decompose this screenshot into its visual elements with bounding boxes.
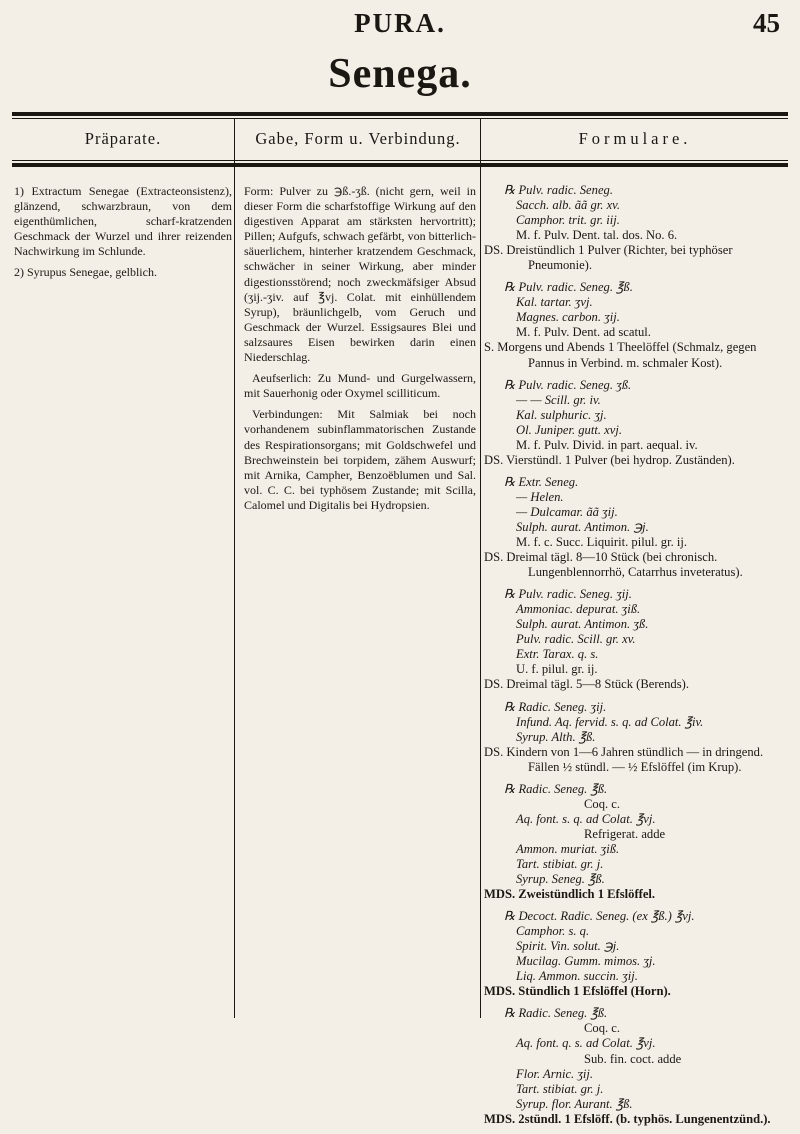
formula-line: Sacch. alb. ãã gr. xv. (516, 198, 620, 213)
column-divider-1 (234, 118, 235, 1018)
formula-line: Refrigerat. adde (584, 826, 666, 841)
formula-line: Camphor. trit. gr. iij. (516, 213, 620, 228)
formula-line: M. f. Pulv. Dent. ad scatul. (516, 325, 651, 340)
formula (484, 1006, 794, 1126)
formula-line: Syrup. Alth. ℥ß. (516, 729, 596, 744)
formula-line: Ammon. muriat. ʒiß. (516, 841, 620, 856)
formula-line: M. f. Pulv. Dent. tal. dos. No. 6. (516, 228, 678, 243)
formula-signature: DS. Dreimal tägl. 5—8 Stück (Berends). (484, 677, 689, 692)
formula-line: M. f. Pulv. Divid. in part. aequal. iv. (516, 437, 698, 452)
formula (484, 587, 794, 692)
formula-signature: MDS. Stündlich 1 Efslöffel (Horn). (484, 984, 671, 999)
combinations-paragraph: Verbindungen: Mit Salmiak bei noch vorhandenem subinflammatorischen Zustande des Respirationsorgans; mit Goldschwefel und Brechweinstein bei torpidem, zähem Auswurf; mit Arnika, Campher, Benzoëblumen und Sal. vol. C. C. bei typhösem Zustande; mit Scilla, Calomel und Digitalis bei Hydropsien. (244, 407, 476, 512)
formula-line: Ol. Juniper. gutt. xvj. (516, 422, 622, 437)
header-rule-bottom-thin (12, 160, 788, 161)
formula-line: Camphor. s. q. (516, 924, 590, 939)
dosage-form-paragraph: Form: Pulver zu ℈ß.-ʒß. (nicht gern, weil in dieser Form die scharfstoffige Wirkung auf den digestiven Apparat am stärksten hervortritt); Pillen; Aufgufs, schwach gefärbt, von bitterlich-säuerlichem, hinterher kratzendem Geschmack, schwächer in seiner Wirkung, aber minder digestionsstörend; noch zweckmäfsiger Absud (ʒij.-ʒiv. auf ℥vj. Colat. mit einhüllendem Syrup), bräunlichgelb, vom Geruch und Geschmack der Wurzel. Essigsaures Blei und salzsaures Eisen bewirken darin einen Niederschlag. (244, 184, 476, 365)
formula-line: Pulv. radic. Scill. gr. xv. (516, 632, 636, 647)
formula-line: Ammoniac. depurat. ʒiß. (516, 602, 641, 617)
formula-line: Tart. stibiat. gr. j. (516, 1081, 604, 1096)
running-head (0, 8, 800, 38)
formula (484, 700, 794, 775)
formula-line: Coq. c. (584, 1021, 621, 1036)
formula (484, 280, 794, 370)
header-rule-top-thin (12, 118, 788, 119)
formula-line: — — Scill. gr. iv. (516, 392, 601, 407)
formula-signature: DS. Dreistündlich 1 Pulver (Richter, bei typhöser Pneumonie). (484, 243, 733, 273)
formulas-column (484, 183, 794, 1134)
formula-line: Aq. font. q. s. ad Colat. ℥vj. (516, 1036, 656, 1051)
formula-line: Kal. tartar. ʒvj. (516, 295, 593, 310)
page-number: 45 (753, 8, 780, 38)
formula (484, 378, 794, 468)
formula (484, 475, 794, 580)
formula-line: ℞ Radic. Seneg. ʒij. (504, 699, 607, 714)
running-title: PURA. (354, 8, 446, 38)
article-title: Senega. (328, 51, 472, 97)
formula-line: Sulph. aurat. Antimon. ʒß. (516, 617, 649, 632)
formula-line: ℞ Extr. Seneg. (504, 474, 579, 489)
formula-signature: DS. Dreimal tägl. 8—10 Stück (bei chronisch. Lungenblennorrhö, Catarrhus inveteratus). (484, 550, 743, 580)
preparation-entry: 2) Syrupus Senegae, gelblich. (14, 265, 157, 279)
formula-line: Sulph. aurat. Antimon. ℈j. (516, 519, 649, 534)
formula-line: ℞ Radic. Seneg. ℥ß. (504, 781, 608, 796)
preparations-column (14, 184, 232, 286)
formula-line: Syrup. flor. Aurant. ℥ß. (516, 1096, 633, 1111)
formula-line: M. f. c. Succ. Liquirit. pilul. gr. ij. (516, 535, 688, 550)
dosage-column (244, 184, 476, 519)
header-rule-bottom (12, 163, 788, 167)
formula-signature: MDS. 2stündl. 1 Efslöff. (b. typhös. Lungenentzünd.). (484, 1111, 771, 1126)
formula-line: Coq. c. (584, 796, 621, 811)
formula-line: Flor. Arnic. ʒij. (516, 1066, 594, 1081)
formula-line: ℞ Pulv. radic. Seneg. ʒij. (504, 587, 632, 602)
formula-line: Syrup. Seneg. ℥ß. (516, 872, 605, 887)
preparation-entry: 1) Extractum Senegae (Extracteonsistenz), glänzend, schwarzbraun, von dem eigenthümlichen, scharf-kratzenden Geschmack der Wurzel und ihrer reizenden Nachwirkung im Schlunde. (14, 184, 232, 258)
formula-line: ℞ Pulv. radic. Seneg. ʒß. (504, 377, 632, 392)
formula-line: Mucilag. Gumm. mimos. ʒj. (516, 954, 656, 969)
column-header-dosage: Gabe, Form u. Verbindung. (255, 129, 461, 148)
formula-signature: MDS. Zweistündlich 1 Efslöffel. (484, 887, 656, 902)
external-use-paragraph: Aeufserlich: Zu Mund- und Gurgelwassern, mit Sauerhonig oder Oxymel scilliticum. (244, 371, 476, 401)
formula-line: Magnes. carbon. ʒij. (516, 310, 620, 325)
formula-line: — Dulcamar. ãã ʒij. (516, 504, 618, 519)
formula (484, 782, 794, 902)
formula (484, 183, 794, 273)
column-header-formulas: Formulare. (578, 129, 692, 148)
formula-line: Infund. Aq. fervid. s. q. ad Colat. ℥iv. (516, 714, 704, 729)
formula-line: Aq. font. s. q. ad Colat. ℥vj. (516, 811, 656, 826)
formula-line: ℞ Radic. Seneg. ℥ß. (504, 1006, 608, 1021)
formula-line: ℞ Pulv. radic. Seneg. (504, 183, 613, 197)
formula-line: Extr. Tarax. q. s. (516, 647, 599, 662)
formula-line: — Helen. (516, 489, 564, 504)
formula-line: ℞ Pulv. radic. Seneg. ℥ß. (504, 280, 633, 295)
formula-signature: DS. Kindern von 1—6 Jahren stündlich — in dringend. Fällen ½ stündl. — ½ Efslöffel (im Krup). (484, 744, 764, 774)
formula-line: Kal. sulphuric. ʒj. (516, 407, 607, 422)
column-divider-2 (480, 118, 481, 1018)
formula-signature: S. Morgens und Abends 1 Theelöffel (Schmalz, gegen Pannus in Verbind. m. schmaler Kost). (484, 340, 757, 370)
formula (484, 909, 794, 999)
header-rule-top (12, 112, 788, 116)
formula-line: Spirit. Vin. solut. ℈j. (516, 939, 620, 954)
column-header-preparations: Präparate. (84, 129, 162, 148)
formula-line: Sub. fin. coct. adde (584, 1051, 682, 1066)
formula-line: Tart. stibiat. gr. j. (516, 856, 604, 871)
formula-line: U. f. pilul. gr. ij. (516, 662, 598, 677)
formula-line: ℞ Decoct. Radic. Seneg. (ex ℥ß.) ℥vj. (504, 909, 695, 924)
formula-signature: DS. Vierstündl. 1 Pulver (bei hydrop. Zuständen). (484, 452, 735, 467)
formula-line: Liq. Ammon. succin. ʒij. (516, 969, 638, 984)
